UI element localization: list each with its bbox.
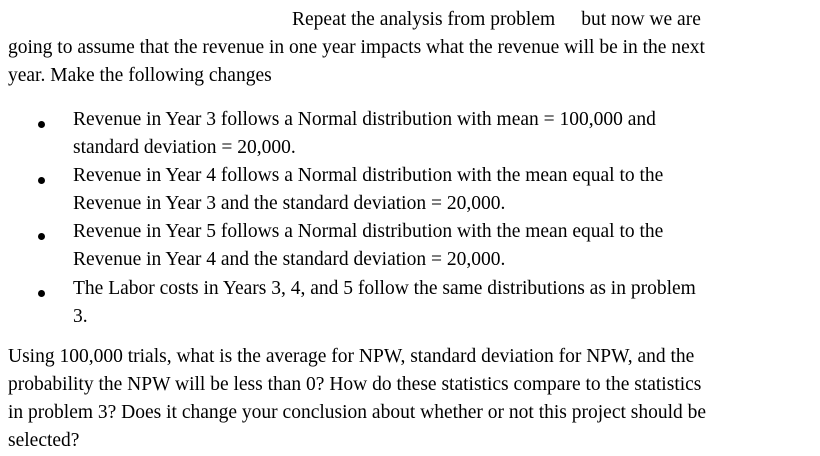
intro-line: year. Make the following changes bbox=[8, 65, 272, 86]
list-item-text: Revenue in Year 3 follows a Normal distribution with mean = 100,000 and bbox=[73, 109, 656, 130]
question-line: Using 100,000 trials, what is the average for NPW, standard deviation for NPW, and the bbox=[8, 346, 695, 367]
list-item-text: standard deviation = 20,000. bbox=[73, 137, 296, 158]
question-line: in problem 3? Does it change your conclusion about whether or not this project should be bbox=[8, 402, 707, 423]
question-line: probability the NPW will be less than 0? How do these statistics compare to the statistics bbox=[8, 374, 702, 395]
list-item-text: 3. bbox=[73, 306, 88, 327]
bullet-dot-icon bbox=[38, 233, 45, 240]
list-item-text: Revenue in Year 3 and the standard deviation = 20,000. bbox=[73, 193, 506, 214]
list-item-text: Revenue in Year 4 and the standard deviation = 20,000. bbox=[73, 249, 506, 270]
list-item-text: The Labor costs in Years 3, 4, and 5 follow the same distributions as in problem bbox=[73, 278, 696, 299]
list-item-text: Revenue in Year 4 follows a Normal distribution with the mean equal to the bbox=[73, 165, 664, 186]
bullet-dot-icon bbox=[38, 121, 45, 128]
intro-line bbox=[292, 6, 701, 34]
question-line: selected? bbox=[8, 430, 80, 451]
bullet-dot-icon bbox=[38, 290, 45, 297]
intro-line: going to assume that the revenue in one year impacts what the revenue will be in the next bbox=[8, 37, 705, 58]
intro-text: Repeat the analysis from problem bbox=[292, 9, 556, 30]
bullet-dot-icon bbox=[38, 177, 45, 184]
intro-text: but now we are bbox=[581, 9, 701, 30]
list-item-text: Revenue in Year 5 follows a Normal distribution with the mean equal to the bbox=[73, 221, 664, 242]
